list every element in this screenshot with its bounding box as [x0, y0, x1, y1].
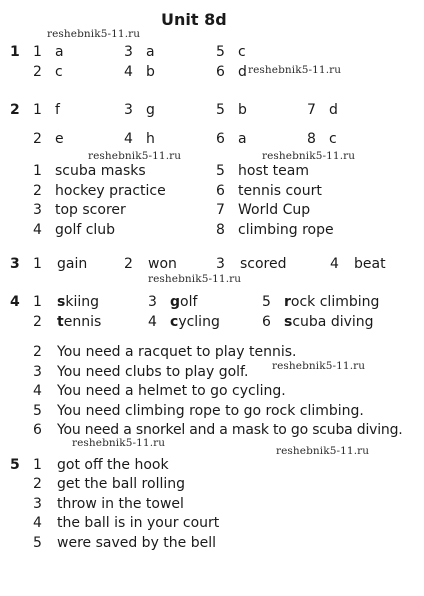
answer	[284, 294, 379, 310]
sentence: You need clubs to play golf.	[57, 364, 249, 380]
answer: host team	[238, 163, 309, 179]
rest-of-word: ennis	[63, 314, 102, 330]
exercise-number: 1	[10, 44, 20, 60]
answer: throw in the towel	[57, 496, 184, 512]
item-number: 5	[262, 294, 271, 310]
item-number: 1	[33, 294, 42, 310]
item-number: 8	[216, 222, 225, 238]
answer: b	[146, 64, 155, 80]
sentence: You need climbing rope to go rock climbing.	[57, 403, 364, 419]
item-number: 2	[124, 256, 133, 272]
item-number: 1	[33, 44, 42, 60]
answer: h	[146, 131, 155, 147]
answer: climbing rope	[238, 222, 334, 238]
answer: hockey practice	[55, 183, 166, 199]
answer: b	[238, 102, 247, 118]
answer: e	[55, 131, 64, 147]
item-number: 4	[33, 222, 42, 238]
item-number: 1	[33, 457, 42, 473]
first-letter: g	[170, 294, 181, 310]
exercise-number: 2	[10, 102, 20, 118]
watermark: reshebnik5-11.ru	[276, 445, 370, 457]
item-number: 4	[124, 64, 133, 80]
answer: d	[238, 64, 247, 80]
rest-of-word: olf	[180, 294, 198, 310]
answer: beat	[354, 256, 386, 272]
answer: c	[329, 131, 337, 147]
answer: the ball is in your court	[57, 515, 220, 531]
answer: g	[146, 102, 155, 118]
first-letter: c	[170, 314, 179, 330]
item-number: 1	[33, 163, 42, 179]
rest-of-word: kiing	[65, 294, 99, 310]
answer	[57, 314, 101, 330]
item-number: 2	[33, 64, 42, 80]
sentence: You need a racquet to play tennis.	[57, 344, 297, 360]
item-number: 3	[216, 256, 225, 272]
item-number: 3	[33, 364, 42, 380]
answer: scored	[240, 256, 287, 272]
answer	[170, 314, 220, 330]
answer: f	[55, 102, 60, 118]
answer: c	[55, 64, 63, 80]
item-number: 4	[33, 383, 42, 399]
item-number: 6	[216, 64, 225, 80]
sentence: You need a helmet to go cycling.	[57, 383, 286, 399]
watermark: reshebnik5-11.ru	[88, 150, 182, 162]
item-number: 2	[33, 131, 42, 147]
answer: tennis court	[238, 183, 322, 199]
watermark: reshebnik5-11.ru	[47, 28, 141, 40]
answer: top scorer	[55, 202, 126, 218]
item-number: 4	[124, 131, 133, 147]
item-number: 2	[33, 344, 42, 360]
item-number: 3	[124, 44, 133, 60]
item-number: 1	[33, 102, 42, 118]
answer: get the ball rolling	[57, 476, 186, 492]
watermark: reshebnik5-11.ru	[72, 437, 166, 449]
first-letter: t	[57, 314, 64, 330]
answer: a	[238, 131, 247, 147]
answer	[57, 294, 99, 310]
item-number: 4	[330, 256, 339, 272]
item-number: 3	[124, 102, 133, 118]
item-number: 8	[307, 131, 316, 147]
item-number: 7	[216, 202, 225, 218]
item-number: 6	[33, 422, 42, 438]
item-number: 5	[33, 403, 42, 419]
exercise-number: 3	[10, 256, 20, 272]
item-number: 6	[216, 131, 225, 147]
exercise-number: 5	[10, 457, 20, 473]
item-number: 2	[33, 183, 42, 199]
answer	[284, 314, 374, 330]
exercise-number: 4	[10, 294, 20, 310]
watermark: reshebnik5-11.ru	[262, 150, 356, 162]
item-number: 4	[33, 515, 42, 531]
watermark: reshebnik5-11.ru	[148, 273, 242, 285]
rest-of-word: ycling	[178, 314, 220, 330]
first-letter: r	[284, 294, 291, 310]
rest-of-word: ock climbing	[290, 294, 380, 310]
item-number: 4	[148, 314, 157, 330]
answer: World Cup	[238, 202, 311, 218]
rest-of-word: cuba diving	[292, 314, 374, 330]
item-number: 5	[216, 102, 225, 118]
first-letter: s	[57, 294, 66, 310]
first-letter: s	[284, 314, 293, 330]
answer: c	[238, 44, 246, 60]
item-number: 5	[33, 535, 42, 551]
item-number: 7	[307, 102, 316, 118]
item-number: 2	[33, 476, 42, 492]
answer: a	[55, 44, 64, 60]
answer: gain	[57, 256, 88, 272]
page-title: Unit 8d	[161, 10, 227, 29]
answer: a	[146, 44, 155, 60]
sentence: You need a snorkel and a mask to go scuba diving.	[57, 422, 403, 438]
answer	[170, 294, 197, 310]
answer: d	[329, 102, 338, 118]
answer: won	[148, 256, 177, 272]
item-number: 5	[216, 44, 225, 60]
watermark: reshebnik5-11.ru	[248, 64, 342, 76]
item-number: 1	[33, 256, 42, 272]
answer: were saved by the bell	[57, 535, 217, 551]
item-number: 3	[148, 294, 157, 310]
item-number: 3	[33, 496, 42, 512]
answer: scuba masks	[55, 163, 146, 179]
item-number: 2	[33, 314, 42, 330]
answer: golf club	[55, 222, 116, 238]
answer: got off the hook	[57, 457, 169, 473]
item-number: 3	[33, 202, 42, 218]
item-number: 5	[216, 163, 225, 179]
item-number: 6	[216, 183, 225, 199]
item-number: 6	[262, 314, 271, 330]
watermark: reshebnik5-11.ru	[272, 360, 366, 372]
